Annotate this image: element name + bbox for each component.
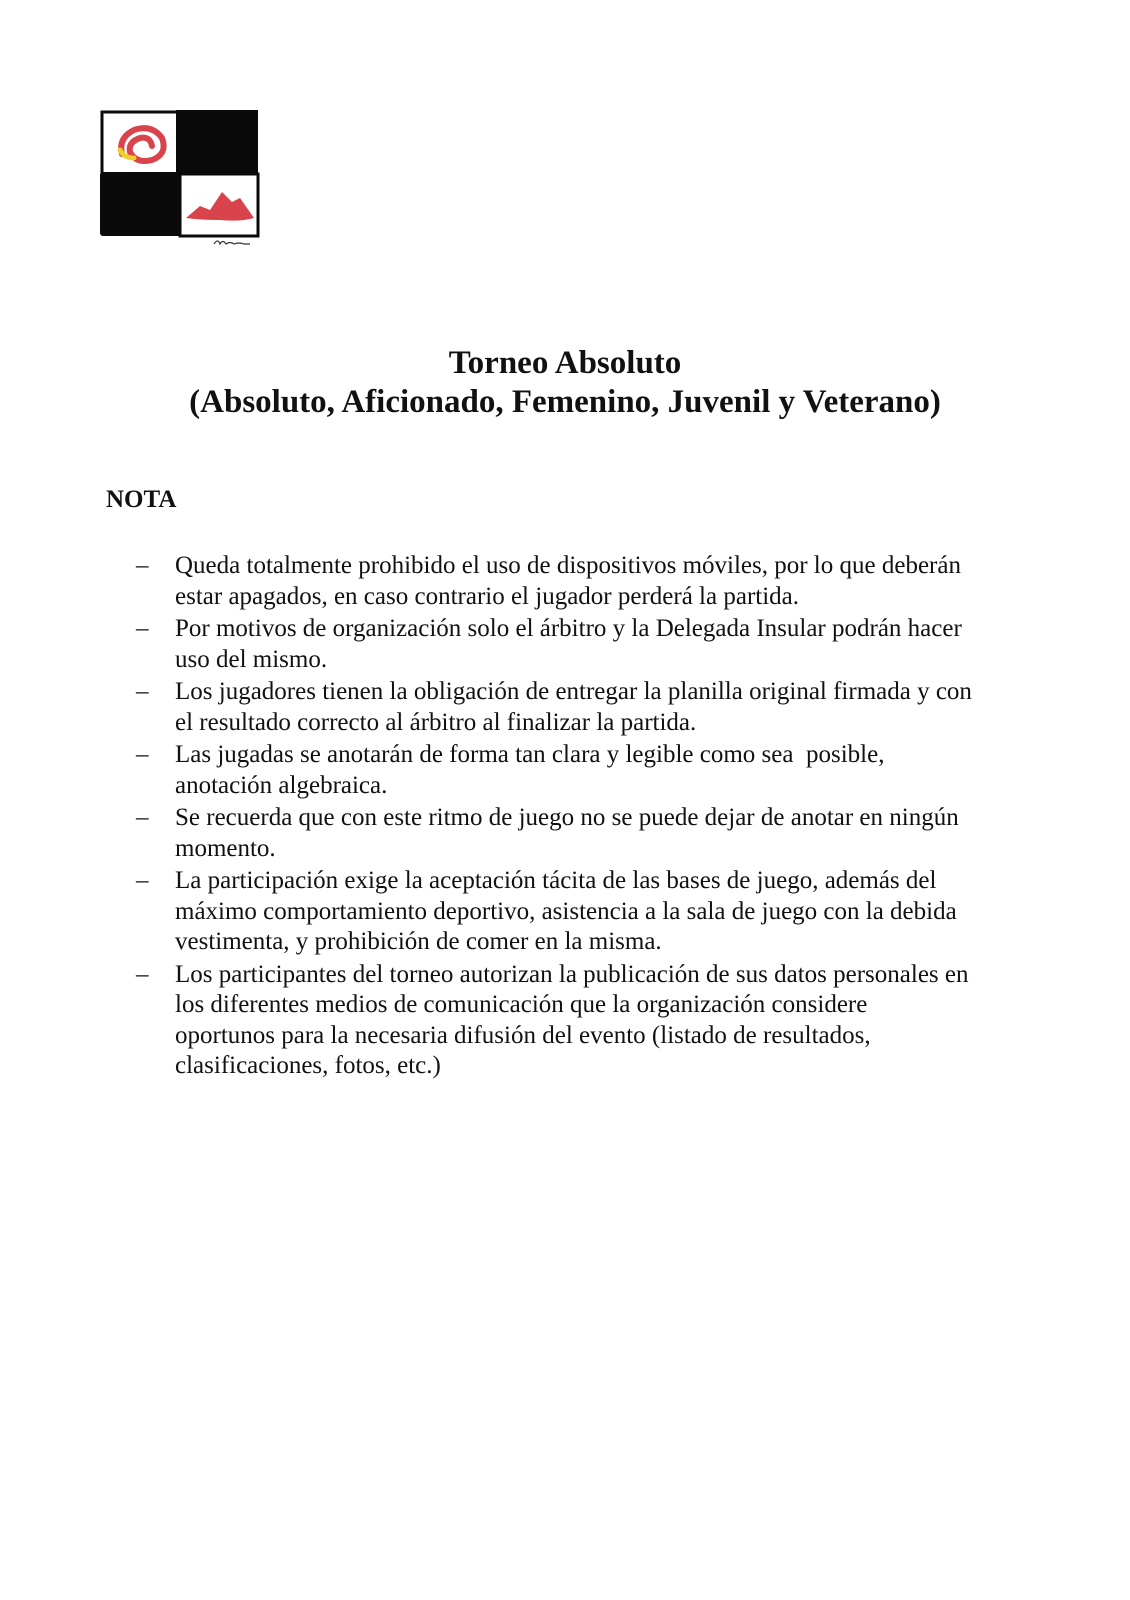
note-text-line: estar apagados, en caso contrario el jugador perderá la partida. [175,582,800,610]
title-line-1: Torneo Absoluto [448,345,682,381]
note-text-line: vestimenta, y prohibición de comer en la misma. [175,928,662,955]
note-text-line: Se recuerda que con este ritmo de juego no se puede dejar de anotar en ningún [175,804,959,831]
notes-list [136,551,1036,1084]
note-text-line: Por motivos de organización solo el árbitro y la Delegada Insular podrán hacer [175,615,962,642]
note-text-line: Los participantes del torneo autorizan la publicación de sus datos personales en [175,960,969,988]
note-item [136,866,1036,958]
note-text-line: uso del mismo. [175,645,328,673]
note-item [136,803,1036,864]
note-item [136,740,1036,801]
note-item [136,614,1036,675]
title-line-2: (Absoluto, Aficionado, Femenino, Juvenil y Veterano) [189,384,941,420]
note-item [136,551,1036,612]
nota-heading: NOTA [106,486,177,513]
note-text-line: oportunos para la necesaria difusión del evento (listado de resultados, [175,1021,871,1049]
bullet-dash: – [136,804,149,831]
bullet-dash: – [136,741,149,768]
note-text-line: momento. [175,834,276,862]
note-text-line: Queda totalmente prohibido el uso de dispositivos móviles, por lo que deberán [175,552,961,579]
note-text-line: clasificaciones, fotos, etc.) [175,1052,441,1079]
note-text-line: los diferentes medios de comunicación que la organización considere [175,991,868,1018]
bullet-dash: – [136,960,149,988]
bullet-dash: – [136,615,149,642]
note-text-line: máximo comportamiento deportivo, asistencia a la sala de juego con la debida [175,897,957,925]
document-title [0,344,1130,422]
note-item [136,677,1036,738]
bullet-dash: – [136,552,149,579]
note-text-line: anotación algebraica. [175,771,388,799]
note-item [136,960,1036,1082]
note-text-line: Los jugadores tienen la obligación de entregar la planilla original firmada y con [175,678,972,705]
bullet-dash: – [136,867,149,894]
note-text-line: Las jugadas se anotarán de forma tan clara y legible como sea posible, [175,741,885,768]
chess-board-logo-icon [100,110,262,256]
bullet-dash: – [136,678,149,705]
note-text-line: el resultado correcto al árbitro al finalizar la partida. [175,708,697,736]
note-text-line: La participación exige la aceptación tácita de las bases de juego, además del [175,867,937,894]
